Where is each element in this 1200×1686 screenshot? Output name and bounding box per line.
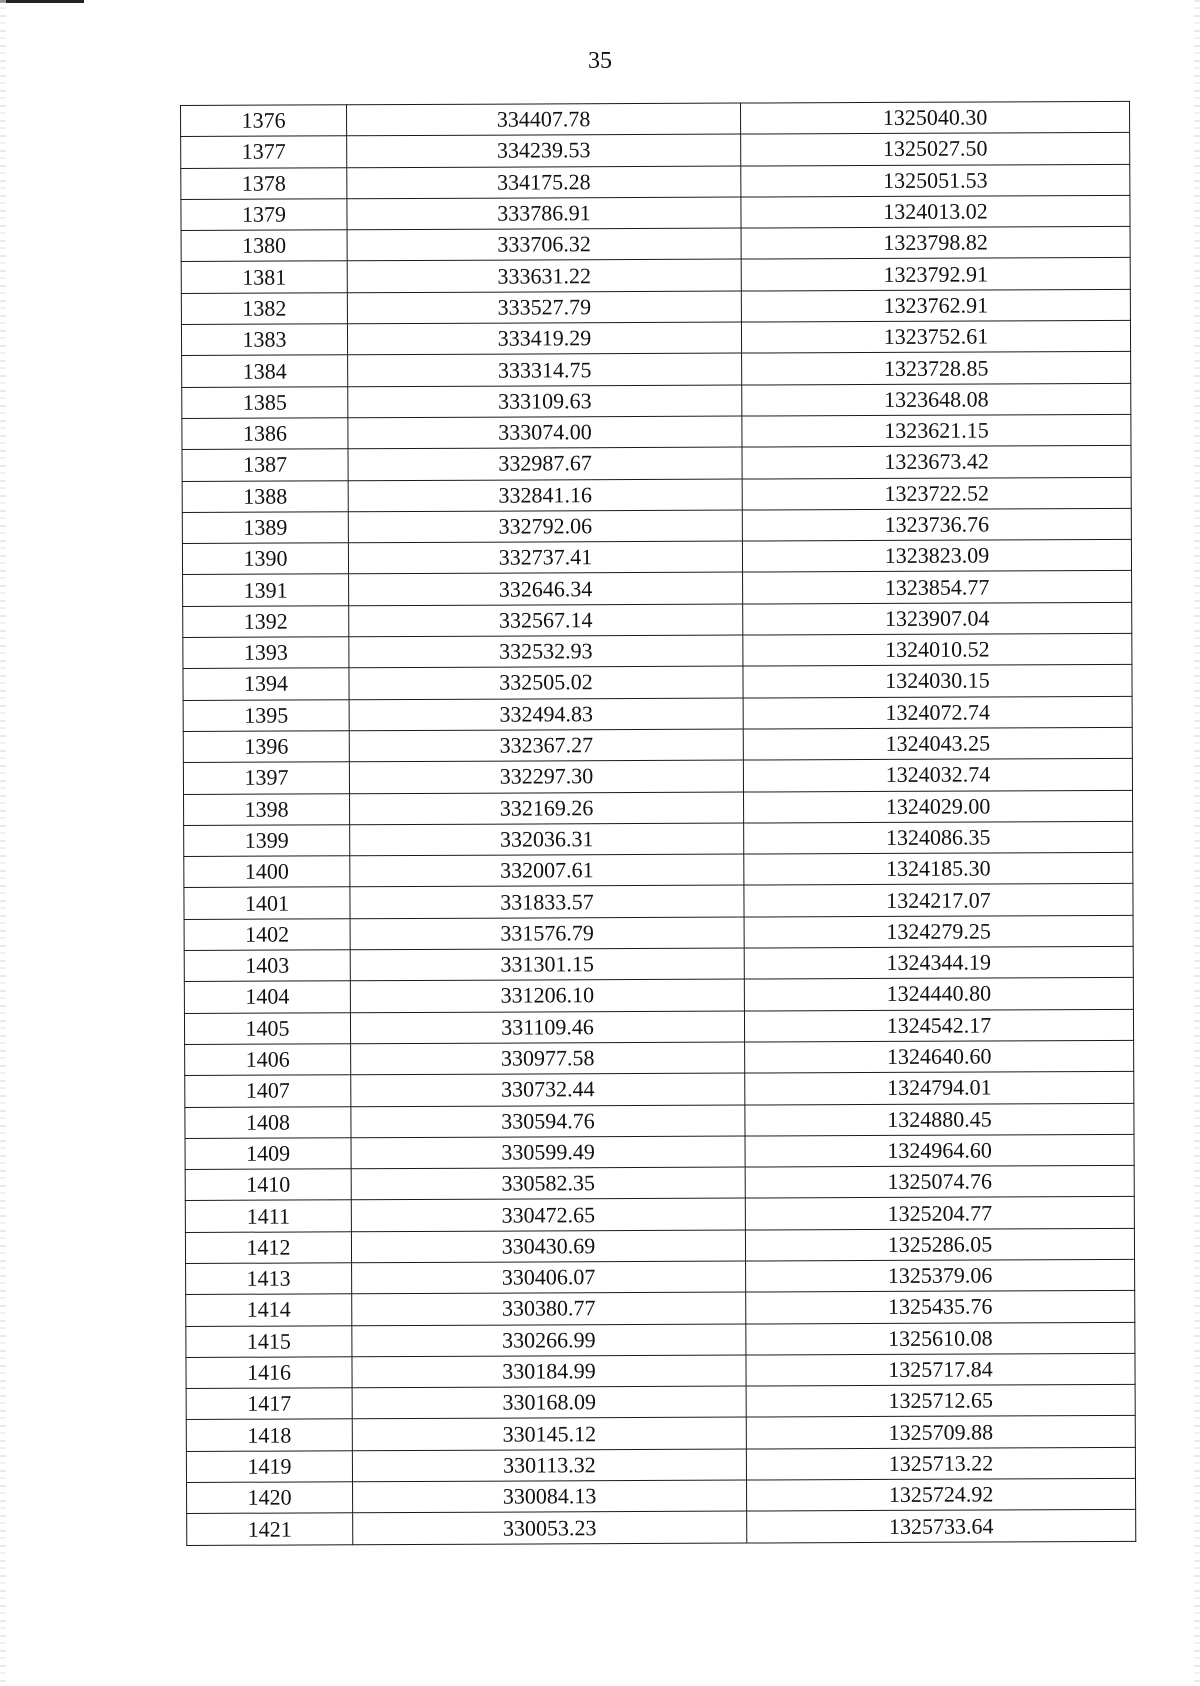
y-coordinate-cell: 1325027.50 — [741, 133, 1130, 166]
table-row — [183, 696, 1132, 731]
point-id-cell: 1393 — [183, 637, 349, 669]
table-row — [183, 727, 1132, 762]
coordinate-table-body — [181, 101, 1136, 1545]
y-coordinate-cell: 1323752.61 — [741, 320, 1130, 353]
point-id-cell: 1408 — [185, 1106, 351, 1138]
y-coordinate-cell: 1323621.15 — [742, 414, 1131, 447]
y-coordinate-cell: 1324217.07 — [744, 884, 1133, 917]
table-row — [182, 540, 1131, 575]
scan-edge-right — [1194, 0, 1200, 1686]
y-coordinate-cell: 1324344.19 — [744, 946, 1133, 979]
x-coordinate-cell: 330430.69 — [351, 1230, 745, 1263]
table-row — [186, 1447, 1135, 1482]
x-coordinate-cell: 332567.14 — [349, 604, 743, 637]
y-coordinate-cell: 1325074.76 — [745, 1165, 1134, 1198]
x-coordinate-cell: 333074.00 — [348, 416, 742, 449]
table-row — [186, 1416, 1135, 1451]
x-coordinate-cell: 332532.93 — [349, 635, 743, 668]
y-coordinate-cell: 1323823.09 — [742, 540, 1131, 573]
y-coordinate-cell: 1325709.88 — [746, 1416, 1135, 1449]
x-coordinate-cell: 330266.99 — [352, 1324, 746, 1357]
y-coordinate-cell: 1324043.25 — [743, 727, 1132, 760]
point-id-cell: 1396 — [183, 731, 349, 763]
point-id-cell: 1394 — [183, 668, 349, 700]
x-coordinate-cell: 330380.77 — [352, 1292, 746, 1325]
table-row — [183, 665, 1132, 700]
point-id-cell: 1392 — [183, 606, 349, 638]
x-coordinate-cell: 333314.75 — [348, 353, 742, 386]
x-coordinate-cell: 330145.12 — [352, 1418, 746, 1451]
table-row — [185, 1228, 1134, 1263]
point-id-cell: 1384 — [182, 355, 348, 387]
y-coordinate-cell: 1323854.77 — [743, 571, 1132, 604]
x-coordinate-cell: 333631.22 — [347, 260, 741, 293]
y-coordinate-cell: 1324880.45 — [745, 1103, 1134, 1136]
table-row — [185, 1072, 1134, 1107]
table-row — [181, 258, 1130, 293]
table-row — [183, 602, 1132, 637]
x-coordinate-cell: 333527.79 — [347, 291, 741, 324]
table-row — [182, 414, 1131, 449]
point-id-cell: 1388 — [182, 480, 348, 512]
table-row — [184, 790, 1133, 825]
x-coordinate-cell: 332007.61 — [350, 854, 744, 887]
point-id-cell: 1417 — [186, 1388, 352, 1420]
y-coordinate-cell: 1324013.02 — [741, 195, 1130, 228]
table-row — [182, 446, 1131, 481]
x-coordinate-cell: 332297.30 — [349, 760, 743, 793]
point-id-cell: 1391 — [183, 574, 349, 606]
x-coordinate-cell: 330594.76 — [351, 1105, 745, 1138]
x-coordinate-cell: 330084.13 — [353, 1480, 747, 1513]
table-row — [184, 946, 1133, 981]
table-row — [185, 1197, 1134, 1232]
table-row — [182, 477, 1131, 512]
table-row — [184, 884, 1133, 919]
y-coordinate-cell: 1323736.76 — [742, 508, 1131, 541]
point-id-cell: 1402 — [184, 918, 350, 950]
x-coordinate-cell: 330977.58 — [351, 1042, 745, 1075]
x-coordinate-cell: 331576.79 — [350, 917, 744, 950]
x-coordinate-cell: 330168.09 — [352, 1386, 746, 1419]
point-id-cell: 1409 — [185, 1138, 351, 1170]
x-coordinate-cell: 334407.78 — [347, 103, 741, 136]
point-id-cell: 1378 — [181, 167, 347, 199]
point-id-cell: 1383 — [181, 324, 347, 356]
y-coordinate-cell: 1324440.80 — [744, 978, 1133, 1011]
point-id-cell: 1386 — [182, 418, 348, 450]
table-row — [186, 1259, 1135, 1294]
x-coordinate-cell: 332367.27 — [349, 729, 743, 762]
y-coordinate-cell: 1324640.60 — [745, 1040, 1134, 1073]
x-coordinate-cell: 334175.28 — [347, 166, 741, 199]
x-coordinate-cell: 334239.53 — [347, 134, 741, 167]
table-row — [184, 915, 1133, 950]
point-id-cell: 1410 — [185, 1169, 351, 1201]
table-row — [184, 1009, 1133, 1044]
y-coordinate-cell: 1325040.30 — [740, 101, 1129, 134]
point-id-cell: 1404 — [184, 981, 350, 1013]
table-row — [187, 1478, 1136, 1513]
table-row — [185, 1103, 1134, 1138]
point-id-cell: 1416 — [186, 1357, 352, 1389]
point-id-cell: 1419 — [186, 1451, 352, 1483]
y-coordinate-cell: 1323722.52 — [742, 477, 1131, 510]
x-coordinate-cell: 333786.91 — [347, 197, 741, 230]
x-coordinate-cell: 330053.23 — [353, 1511, 747, 1544]
table-row — [186, 1385, 1135, 1420]
point-id-cell: 1418 — [186, 1419, 352, 1451]
table-row — [182, 383, 1131, 418]
x-coordinate-cell: 332737.41 — [348, 541, 742, 574]
y-coordinate-cell: 1325379.06 — [746, 1259, 1135, 1292]
x-coordinate-cell: 331206.10 — [350, 979, 744, 1012]
y-coordinate-cell: 1324794.01 — [745, 1072, 1134, 1105]
table-row — [181, 320, 1130, 355]
y-coordinate-cell: 1324030.15 — [743, 665, 1132, 698]
x-coordinate-cell: 332505.02 — [349, 666, 743, 699]
x-coordinate-cell: 331833.57 — [350, 885, 744, 918]
table-row — [185, 1134, 1134, 1169]
table-row — [182, 508, 1131, 543]
point-id-cell: 1420 — [187, 1482, 353, 1514]
y-coordinate-cell: 1324029.00 — [744, 790, 1133, 823]
table-row — [181, 195, 1130, 230]
y-coordinate-cell: 1325717.84 — [746, 1353, 1135, 1386]
x-coordinate-cell: 330732.44 — [351, 1073, 745, 1106]
point-id-cell: 1387 — [182, 449, 348, 481]
point-id-cell: 1389 — [182, 512, 348, 544]
point-id-cell: 1405 — [184, 1012, 350, 1044]
x-coordinate-cell: 333109.63 — [348, 385, 742, 418]
table-row — [186, 1322, 1135, 1357]
y-coordinate-cell: 1324072.74 — [743, 696, 1132, 729]
x-coordinate-cell: 332792.06 — [348, 510, 742, 543]
y-coordinate-cell: 1324964.60 — [745, 1134, 1134, 1167]
x-coordinate-cell: 330599.49 — [351, 1136, 745, 1169]
x-coordinate-cell: 332646.34 — [349, 573, 743, 606]
y-coordinate-cell: 1325286.05 — [745, 1228, 1134, 1261]
y-coordinate-cell: 1323728.85 — [742, 352, 1131, 385]
table-row — [187, 1510, 1136, 1545]
point-id-cell: 1406 — [185, 1044, 351, 1076]
point-id-cell: 1390 — [182, 543, 348, 575]
x-coordinate-cell: 330582.35 — [351, 1167, 745, 1200]
table-row — [181, 289, 1130, 324]
x-coordinate-cell: 331301.15 — [350, 948, 744, 981]
x-coordinate-cell: 333706.32 — [347, 228, 741, 261]
table-row — [185, 1165, 1134, 1200]
table-row — [182, 352, 1131, 387]
point-id-cell: 1397 — [183, 762, 349, 794]
y-coordinate-cell: 1324542.17 — [744, 1009, 1133, 1042]
table-row — [181, 133, 1130, 168]
point-id-cell: 1381 — [181, 261, 347, 293]
x-coordinate-cell: 332987.67 — [348, 447, 742, 480]
point-id-cell: 1411 — [185, 1200, 351, 1232]
table-row — [181, 164, 1130, 199]
point-id-cell: 1400 — [184, 856, 350, 888]
x-coordinate-cell: 332494.83 — [349, 698, 743, 731]
point-id-cell: 1380 — [181, 230, 347, 262]
table-row — [184, 978, 1133, 1013]
x-coordinate-cell: 330472.65 — [351, 1198, 745, 1231]
y-coordinate-cell: 1323798.82 — [741, 227, 1130, 260]
table-row — [183, 759, 1132, 794]
x-coordinate-cell: 331109.46 — [350, 1011, 744, 1044]
x-coordinate-cell: 330184.99 — [352, 1355, 746, 1388]
y-coordinate-cell: 1325610.08 — [746, 1322, 1135, 1355]
x-coordinate-cell: 332841.16 — [348, 479, 742, 512]
table-row — [181, 227, 1130, 262]
y-coordinate-cell: 1325733.64 — [747, 1510, 1136, 1543]
point-id-cell: 1398 — [184, 793, 350, 825]
y-coordinate-cell: 1325435.76 — [746, 1291, 1135, 1324]
table-row — [186, 1291, 1135, 1326]
y-coordinate-cell: 1323907.04 — [743, 602, 1132, 635]
point-id-cell: 1379 — [181, 199, 347, 231]
point-id-cell: 1421 — [187, 1513, 353, 1545]
y-coordinate-cell: 1325724.92 — [747, 1478, 1136, 1511]
table-row — [186, 1353, 1135, 1388]
point-id-cell: 1395 — [183, 699, 349, 731]
x-coordinate-cell: 333419.29 — [347, 322, 741, 355]
y-coordinate-cell: 1324279.25 — [744, 915, 1133, 948]
y-coordinate-cell: 1325713.22 — [746, 1447, 1135, 1480]
coordinate-table — [180, 101, 1136, 1546]
point-id-cell: 1403 — [184, 950, 350, 982]
y-coordinate-cell: 1324185.30 — [744, 852, 1133, 885]
y-coordinate-cell: 1323648.08 — [742, 383, 1131, 416]
y-coordinate-cell: 1325204.77 — [745, 1197, 1134, 1230]
scan-edge-left — [0, 0, 6, 1686]
point-id-cell: 1401 — [184, 887, 350, 919]
point-id-cell: 1412 — [185, 1231, 351, 1263]
y-coordinate-cell: 1325712.65 — [746, 1385, 1135, 1418]
point-id-cell: 1414 — [186, 1294, 352, 1326]
point-id-cell: 1413 — [186, 1263, 352, 1295]
y-coordinate-cell: 1324010.52 — [743, 633, 1132, 666]
point-id-cell: 1415 — [186, 1325, 352, 1357]
table-row — [184, 821, 1133, 856]
point-id-cell: 1377 — [181, 136, 347, 168]
table-row — [185, 1040, 1134, 1075]
point-id-cell: 1407 — [185, 1075, 351, 1107]
table-row — [181, 101, 1130, 136]
y-coordinate-cell: 1324032.74 — [743, 759, 1132, 792]
point-id-cell: 1382 — [181, 293, 347, 325]
point-id-cell: 1376 — [181, 105, 347, 137]
y-coordinate-cell: 1323762.91 — [741, 289, 1130, 322]
table-row — [184, 852, 1133, 887]
x-coordinate-cell: 332036.31 — [350, 823, 744, 856]
page-number: 35 — [588, 48, 612, 74]
point-id-cell: 1385 — [182, 386, 348, 418]
x-coordinate-cell: 332169.26 — [350, 792, 744, 825]
x-coordinate-cell: 330113.32 — [352, 1449, 746, 1482]
table-row — [183, 571, 1132, 606]
table-row — [183, 633, 1132, 668]
x-coordinate-cell: 330406.07 — [352, 1261, 746, 1294]
y-coordinate-cell: 1323673.42 — [742, 446, 1131, 479]
y-coordinate-cell: 1324086.35 — [744, 821, 1133, 854]
y-coordinate-cell: 1325051.53 — [741, 164, 1130, 197]
corner-rule — [0, 0, 84, 3]
y-coordinate-cell: 1323792.91 — [741, 258, 1130, 291]
point-id-cell: 1399 — [184, 825, 350, 857]
